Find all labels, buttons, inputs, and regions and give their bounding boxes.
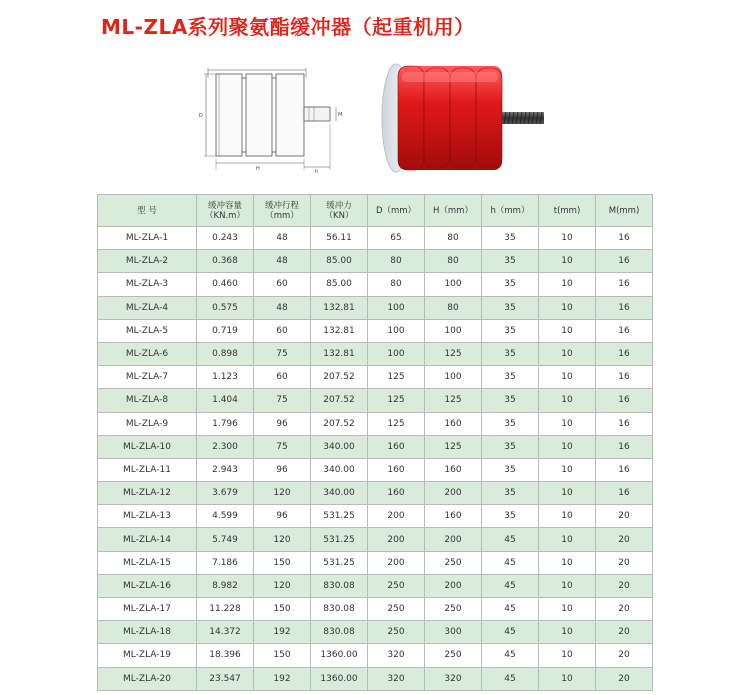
table-cell: 56.11 <box>311 227 368 250</box>
table-cell: 3.679 <box>197 482 254 505</box>
table-cell: ML-ZLA-11 <box>98 458 197 481</box>
table-cell: 45 <box>482 528 539 551</box>
table-cell: 20 <box>596 574 653 597</box>
table-cell: 45 <box>482 644 539 667</box>
table-cell: 35 <box>482 505 539 528</box>
table-cell: ML-ZLA-12 <box>98 482 197 505</box>
table-cell: 340.00 <box>311 482 368 505</box>
table-cell: ML-ZLA-4 <box>98 296 197 319</box>
table-row <box>98 621 653 644</box>
table-cell: 11.228 <box>197 598 254 621</box>
table-row <box>98 482 653 505</box>
table-cell: 14.372 <box>197 621 254 644</box>
column-header <box>539 195 596 227</box>
table-cell: 120 <box>254 574 311 597</box>
table-cell: 125 <box>368 366 425 389</box>
table-cell: 120 <box>254 482 311 505</box>
table-cell: 207.52 <box>311 412 368 435</box>
table-cell: 8.982 <box>197 574 254 597</box>
table-cell: 20 <box>596 505 653 528</box>
table-cell: 35 <box>482 412 539 435</box>
table-cell: 16 <box>596 412 653 435</box>
table-cell: 16 <box>596 296 653 319</box>
column-header <box>596 195 653 227</box>
table-cell: 10 <box>539 667 596 690</box>
table-cell: 1360.00 <box>311 667 368 690</box>
table-cell: ML-ZLA-6 <box>98 342 197 365</box>
table-cell: 16 <box>596 342 653 365</box>
table-cell: 531.25 <box>311 528 368 551</box>
table-cell: 35 <box>482 319 539 342</box>
table-row <box>98 319 653 342</box>
table-cell: 0.243 <box>197 227 254 250</box>
table-row <box>98 296 653 319</box>
table-cell: 10 <box>539 250 596 273</box>
column-header-label: 型 号 <box>137 205 157 216</box>
table-row <box>98 366 653 389</box>
table-cell: 10 <box>539 342 596 365</box>
table-cell: 0.898 <box>197 342 254 365</box>
table-cell: 132.81 <box>311 296 368 319</box>
table-cell: 10 <box>539 574 596 597</box>
column-header-unit: （KN.m） <box>205 210 245 221</box>
column-header-label: h（mm） <box>490 205 530 216</box>
table-cell: 200 <box>368 528 425 551</box>
column-header-label: 缓冲容量 <box>207 200 242 211</box>
table-cell: 10 <box>539 551 596 574</box>
table-cell: 20 <box>596 621 653 644</box>
table-cell: 65 <box>368 227 425 250</box>
table-cell: 160 <box>425 458 482 481</box>
table-row <box>98 598 653 621</box>
table-cell: 10 <box>539 319 596 342</box>
table-cell: 830.08 <box>311 574 368 597</box>
table-cell: 35 <box>482 227 539 250</box>
table-cell: 10 <box>539 227 596 250</box>
column-header <box>311 195 368 227</box>
table-cell: 160 <box>368 482 425 505</box>
table-cell: 0.575 <box>197 296 254 319</box>
table-cell: 150 <box>254 598 311 621</box>
table-cell: 200 <box>425 482 482 505</box>
table-cell: 75 <box>254 389 311 412</box>
column-header <box>197 195 254 227</box>
table-cell: 250 <box>425 644 482 667</box>
table-cell: 1360.00 <box>311 644 368 667</box>
table-body <box>98 227 653 691</box>
table-cell: 10 <box>539 366 596 389</box>
table-row <box>98 273 653 296</box>
table-cell: 320 <box>425 667 482 690</box>
table-cell: 0.719 <box>197 319 254 342</box>
buffer-body <box>398 66 502 170</box>
table-row <box>98 505 653 528</box>
table-cell: ML-ZLA-20 <box>98 667 197 690</box>
table-cell: 320 <box>368 644 425 667</box>
column-header-label: t(mm) <box>553 205 581 216</box>
table-cell: 48 <box>254 227 311 250</box>
table-cell: 0.368 <box>197 250 254 273</box>
table-row <box>98 551 653 574</box>
table-cell: 85.00 <box>311 273 368 296</box>
table-cell: 96 <box>254 458 311 481</box>
column-header-label: M(mm) <box>608 205 640 216</box>
table-cell: 16 <box>596 366 653 389</box>
table-cell: 160 <box>368 458 425 481</box>
table-cell: 1.796 <box>197 412 254 435</box>
table-cell: 531.25 <box>311 505 368 528</box>
table-cell: 10 <box>539 621 596 644</box>
table-cell: 80 <box>425 296 482 319</box>
table-cell: 5.749 <box>197 528 254 551</box>
table-cell: 10 <box>539 458 596 481</box>
table-cell: 100 <box>425 319 482 342</box>
table-cell: 132.81 <box>311 319 368 342</box>
table-cell: 125 <box>425 435 482 458</box>
table-cell: ML-ZLA-16 <box>98 574 197 597</box>
dim-label-h: h <box>315 169 319 174</box>
table-cell: 10 <box>539 273 596 296</box>
table-cell: 200 <box>425 528 482 551</box>
column-header-unit: （KN） <box>324 210 354 221</box>
dim-label-d: D <box>199 113 203 119</box>
table-cell: 35 <box>482 458 539 481</box>
table-cell: 16 <box>596 273 653 296</box>
table-cell: 20 <box>596 551 653 574</box>
table-cell: 96 <box>254 412 311 435</box>
table-cell: 35 <box>482 342 539 365</box>
table-cell: 10 <box>539 505 596 528</box>
table-cell: 125 <box>368 389 425 412</box>
table-cell: 320 <box>368 667 425 690</box>
table-cell: 0.460 <box>197 273 254 296</box>
table-cell: 16 <box>596 319 653 342</box>
table-cell: 1.404 <box>197 389 254 412</box>
table-cell: 192 <box>254 621 311 644</box>
table-cell: ML-ZLA-3 <box>98 273 197 296</box>
table-cell: 300 <box>425 621 482 644</box>
table-cell: 60 <box>254 366 311 389</box>
table-cell: 200 <box>425 574 482 597</box>
table-cell: 10 <box>539 296 596 319</box>
column-header <box>425 195 482 227</box>
table-cell: 150 <box>254 644 311 667</box>
spec-table <box>97 194 653 691</box>
table-row <box>98 412 653 435</box>
table-cell: ML-ZLA-8 <box>98 389 197 412</box>
table-cell: 60 <box>254 273 311 296</box>
table-cell: 1.123 <box>197 366 254 389</box>
table-cell: 10 <box>539 412 596 435</box>
table-cell: 2.300 <box>197 435 254 458</box>
table-cell: 75 <box>254 342 311 365</box>
table-cell: 207.52 <box>311 389 368 412</box>
table-cell: 340.00 <box>311 435 368 458</box>
table-cell: 96 <box>254 505 311 528</box>
table-cell: 35 <box>482 482 539 505</box>
table-cell: 20 <box>596 667 653 690</box>
table-cell: 132.81 <box>311 342 368 365</box>
table-cell: 45 <box>482 667 539 690</box>
table-cell: 250 <box>368 621 425 644</box>
table-cell: 250 <box>425 598 482 621</box>
table-cell: 340.00 <box>311 458 368 481</box>
table-cell: 200 <box>368 551 425 574</box>
column-header-unit: （mm） <box>265 210 299 221</box>
table-cell: ML-ZLA-13 <box>98 505 197 528</box>
column-header <box>482 195 539 227</box>
table-cell: 125 <box>425 389 482 412</box>
table-cell: 45 <box>482 621 539 644</box>
table-cell: 45 <box>482 598 539 621</box>
table-cell: 250 <box>368 574 425 597</box>
table-cell: 75 <box>254 435 311 458</box>
table-cell: 45 <box>482 551 539 574</box>
table-cell: ML-ZLA-7 <box>98 366 197 389</box>
table-cell: 192 <box>254 667 311 690</box>
table-cell: 10 <box>539 435 596 458</box>
table-cell: ML-ZLA-19 <box>98 644 197 667</box>
table-cell: 35 <box>482 435 539 458</box>
table-row <box>98 227 653 250</box>
table-cell: 80 <box>425 250 482 273</box>
table-cell: 48 <box>254 296 311 319</box>
table-row <box>98 528 653 551</box>
table-cell: 60 <box>254 319 311 342</box>
table-cell: ML-ZLA-1 <box>98 227 197 250</box>
table-cell: 10 <box>539 389 596 412</box>
technical-drawing <box>196 66 356 174</box>
table-cell: 250 <box>425 551 482 574</box>
table-cell: 20 <box>596 644 653 667</box>
table-cell: 23.547 <box>197 667 254 690</box>
table-cell: 100 <box>425 366 482 389</box>
table-cell: 16 <box>596 250 653 273</box>
table-cell: 16 <box>596 435 653 458</box>
table-cell: 160 <box>368 435 425 458</box>
table-cell: 16 <box>596 458 653 481</box>
table-cell: 531.25 <box>311 551 368 574</box>
column-header <box>98 195 197 227</box>
column-header <box>254 195 311 227</box>
dim-label-big-h: H <box>256 166 260 172</box>
table-cell: 18.396 <box>197 644 254 667</box>
table-cell: 80 <box>368 250 425 273</box>
table-cell: 10 <box>539 528 596 551</box>
table-cell: ML-ZLA-10 <box>98 435 197 458</box>
table-cell: 35 <box>482 273 539 296</box>
column-header-label: H（mm） <box>433 205 473 216</box>
table-row <box>98 250 653 273</box>
column-header-label: 缓冲力 <box>326 200 352 211</box>
table-row <box>98 389 653 412</box>
table-cell: 4.599 <box>197 505 254 528</box>
table-row <box>98 574 653 597</box>
table-cell: 35 <box>482 296 539 319</box>
table-cell: 100 <box>368 342 425 365</box>
table-cell: 100 <box>368 296 425 319</box>
product-photo <box>376 56 556 181</box>
dim-label-m: M <box>338 112 343 118</box>
column-header <box>368 195 425 227</box>
table-cell: 10 <box>539 482 596 505</box>
table-header-row <box>98 195 653 227</box>
column-header-label: 缓冲行程 <box>264 200 299 211</box>
table-cell: 120 <box>254 528 311 551</box>
table-cell: ML-ZLA-5 <box>98 319 197 342</box>
table-cell: 80 <box>425 227 482 250</box>
table-cell: ML-ZLA-18 <box>98 621 197 644</box>
table-cell: ML-ZLA-17 <box>98 598 197 621</box>
table-cell: ML-ZLA-9 <box>98 412 197 435</box>
table-cell: ML-ZLA-2 <box>98 250 197 273</box>
table-cell: 20 <box>596 598 653 621</box>
table-cell: 10 <box>539 644 596 667</box>
table-cell: 250 <box>368 598 425 621</box>
table-row <box>98 435 653 458</box>
table-cell: 85.00 <box>311 250 368 273</box>
table-cell: 16 <box>596 389 653 412</box>
table-row <box>98 667 653 690</box>
table-cell: 20 <box>596 528 653 551</box>
table-cell: 200 <box>368 505 425 528</box>
table-cell: 207.52 <box>311 366 368 389</box>
table-cell: 125 <box>425 342 482 365</box>
table-cell: 45 <box>482 574 539 597</box>
table-cell: 35 <box>482 366 539 389</box>
table-cell: 830.08 <box>311 621 368 644</box>
table-cell: 125 <box>368 412 425 435</box>
page-title: ML-ZLA系列聚氨酯缓冲器（起重机用） <box>101 15 475 39</box>
table-cell: ML-ZLA-15 <box>98 551 197 574</box>
table-cell: 7.186 <box>197 551 254 574</box>
column-header-label: D（mm） <box>375 205 417 216</box>
table-cell: 48 <box>254 250 311 273</box>
table-row <box>98 644 653 667</box>
table-cell: 2.943 <box>197 458 254 481</box>
table-cell: ML-ZLA-14 <box>98 528 197 551</box>
table-cell: 100 <box>368 319 425 342</box>
table-cell: 160 <box>425 412 482 435</box>
table-cell: 16 <box>596 482 653 505</box>
table-cell: 830.08 <box>311 598 368 621</box>
table-cell: 10 <box>539 598 596 621</box>
table-cell: 160 <box>425 505 482 528</box>
table-cell: 80 <box>368 273 425 296</box>
table-row <box>98 342 653 365</box>
table-cell: 35 <box>482 389 539 412</box>
table-cell: 150 <box>254 551 311 574</box>
table-cell: 100 <box>425 273 482 296</box>
table-cell: 35 <box>482 250 539 273</box>
table-row <box>98 458 653 481</box>
table-cell: 16 <box>596 227 653 250</box>
